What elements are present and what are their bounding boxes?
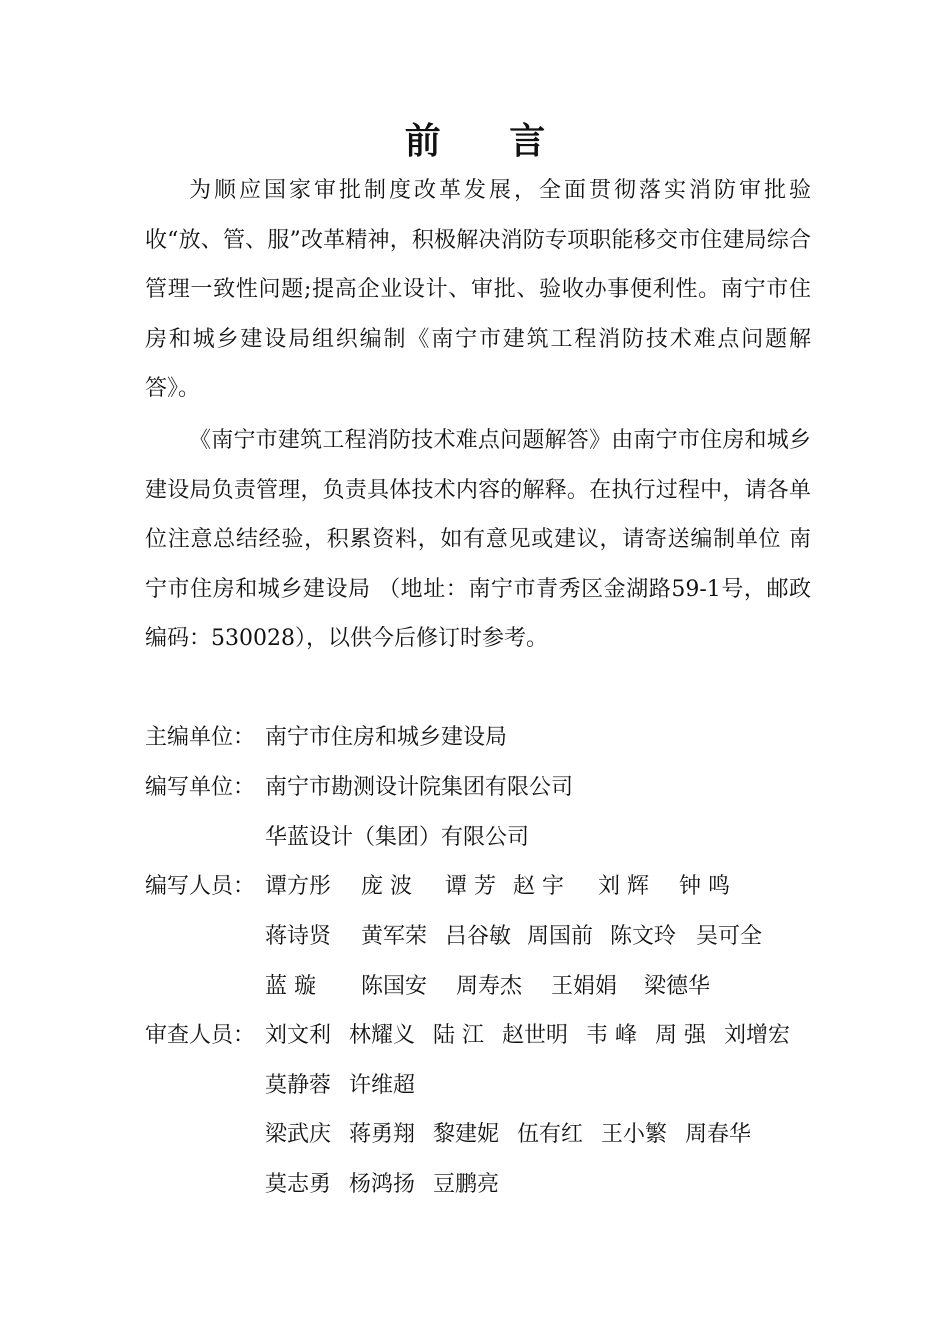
writers-label: 编写人员： <box>145 874 256 899</box>
chief-unit-row <box>145 723 507 753</box>
person-name: 刘文利 <box>265 1023 332 1048</box>
page-title: 前 言 <box>404 120 574 162</box>
person-name: 蓝 璇 <box>265 974 316 999</box>
writers-line-2 <box>265 922 762 952</box>
person-name: 刘增宏 <box>724 1023 791 1048</box>
writers-row <box>145 872 265 902</box>
person-name: 王娟娟 <box>551 974 618 999</box>
reviewers-line-3 <box>265 1120 751 1150</box>
person-name: 莫静蓉 <box>265 1073 332 1098</box>
person-name: 赵世明 <box>502 1023 569 1048</box>
person-name: 梁德华 <box>644 974 711 999</box>
chief-unit-value: 南宁市住房和城乡建设局 <box>265 725 508 750</box>
reviewers-line-2 <box>265 1071 415 1101</box>
person-name: 周寿杰 <box>456 974 523 999</box>
person-name: 黎建妮 <box>433 1122 500 1147</box>
preface-paragraph-1: 为顺应国家审批制度改革发展，全面贯彻落实消防审批验收“放、管、服”改革精神，积极解决消防专项职能移交市住建局综合管理一致性问题;提高企业设计、审批、验收办事便利性。南宁市住房和城乡建设局组织编制《南宁市建筑工程消防技术难点问题解答》。 <box>145 178 811 401</box>
person-name: 周 强 <box>655 1023 706 1048</box>
person-name: 庞 波 <box>361 874 412 899</box>
person-name: 陆 江 <box>433 1023 484 1048</box>
reviewers-line-4 <box>265 1170 499 1200</box>
writing-unit-value: 南宁市勘测设计院集团有限公司 <box>265 775 574 800</box>
writing-unit-row <box>145 773 573 803</box>
person-name: 豆鹏亮 <box>433 1172 500 1197</box>
person-name: 莫志勇 <box>265 1172 332 1197</box>
person-name: 林耀义 <box>349 1023 416 1048</box>
person-name: 韦 峰 <box>586 1023 637 1048</box>
person-name: 蒋勇翔 <box>349 1122 416 1147</box>
writers-line-1 <box>265 872 730 902</box>
reviewers-row <box>145 1021 265 1051</box>
preface-paragraph-2: 《南宁市建筑工程消防技术难点问题解答》由南宁市住房和城乡建设局负责管理，负责具体技术内容的解释。在执行过程中，请各单位注意总结经验，积累资料，如有意见或建议，请寄送编制单位 南宁市住房和城乡建设局 （地址：南宁市青秀区金湖路59-1号，邮政编码：530028），以供今后修订时参考。 <box>145 428 811 651</box>
person-name: 钟 鸣 <box>679 874 730 899</box>
person-name: 伍有红 <box>517 1122 584 1147</box>
person-name: 陈国安 <box>361 974 428 999</box>
writing-unit-value: 华蓝设计（集团）有限公司 <box>265 825 530 850</box>
writing-unit-label: 编写单位： <box>145 775 256 800</box>
person-name: 刘 辉 <box>598 874 649 899</box>
person-name: 赵 宇 <box>513 874 564 899</box>
person-name: 黄军荣 <box>361 924 428 949</box>
person-name: 许维超 <box>349 1073 416 1098</box>
person-name: 吕谷敏 <box>445 924 512 949</box>
person-name: 周春华 <box>685 1122 752 1147</box>
person-name: 蒋诗贤 <box>265 924 332 949</box>
reviewers-label: 审查人员： <box>145 1023 256 1048</box>
writers-line-3 <box>265 972 710 1002</box>
person-name: 梁武庆 <box>265 1122 332 1147</box>
person-name: 谭 芳 <box>445 874 496 899</box>
person-name: 王小繁 <box>601 1122 668 1147</box>
person-name: 谭方彤 <box>265 874 332 899</box>
person-name: 杨鸿扬 <box>349 1172 416 1197</box>
chief-unit-label: 主编单位： <box>145 725 256 750</box>
person-name: 吴可全 <box>696 924 763 949</box>
person-name: 陈文玲 <box>610 924 677 949</box>
reviewers-line-1 <box>265 1021 790 1051</box>
person-name: 周国前 <box>527 924 594 949</box>
